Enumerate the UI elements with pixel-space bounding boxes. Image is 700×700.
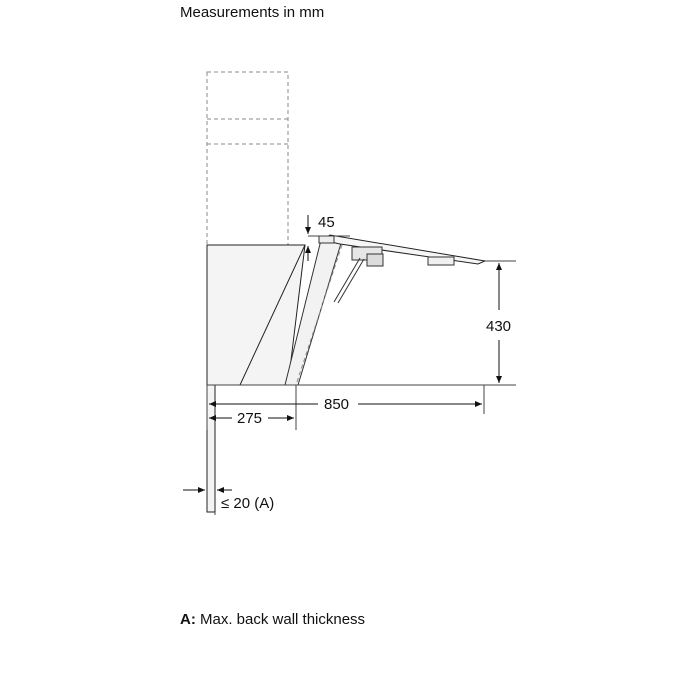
dimension-wall-thickness-label: ≤ 20 (A) <box>221 495 275 512</box>
dimension-275-label: 275 <box>237 410 263 427</box>
dimension-wall-thickness <box>183 490 274 512</box>
footnote-text: Max. back wall thickness <box>200 611 366 628</box>
dimension-850-label: 850 <box>324 396 350 413</box>
dimension-45-label: 45 <box>318 214 335 231</box>
dimension-430-label: 430 <box>486 318 512 335</box>
chimney-duct-outline <box>207 72 288 245</box>
footnote <box>180 611 365 628</box>
hood-bracket <box>319 236 334 243</box>
diagram-title: Measurements in mm <box>180 4 325 21</box>
hood-top-flap <box>322 235 485 264</box>
dimension-275 <box>209 410 294 427</box>
dimension-430 <box>486 263 511 383</box>
footnote-key: A: <box>180 611 196 628</box>
